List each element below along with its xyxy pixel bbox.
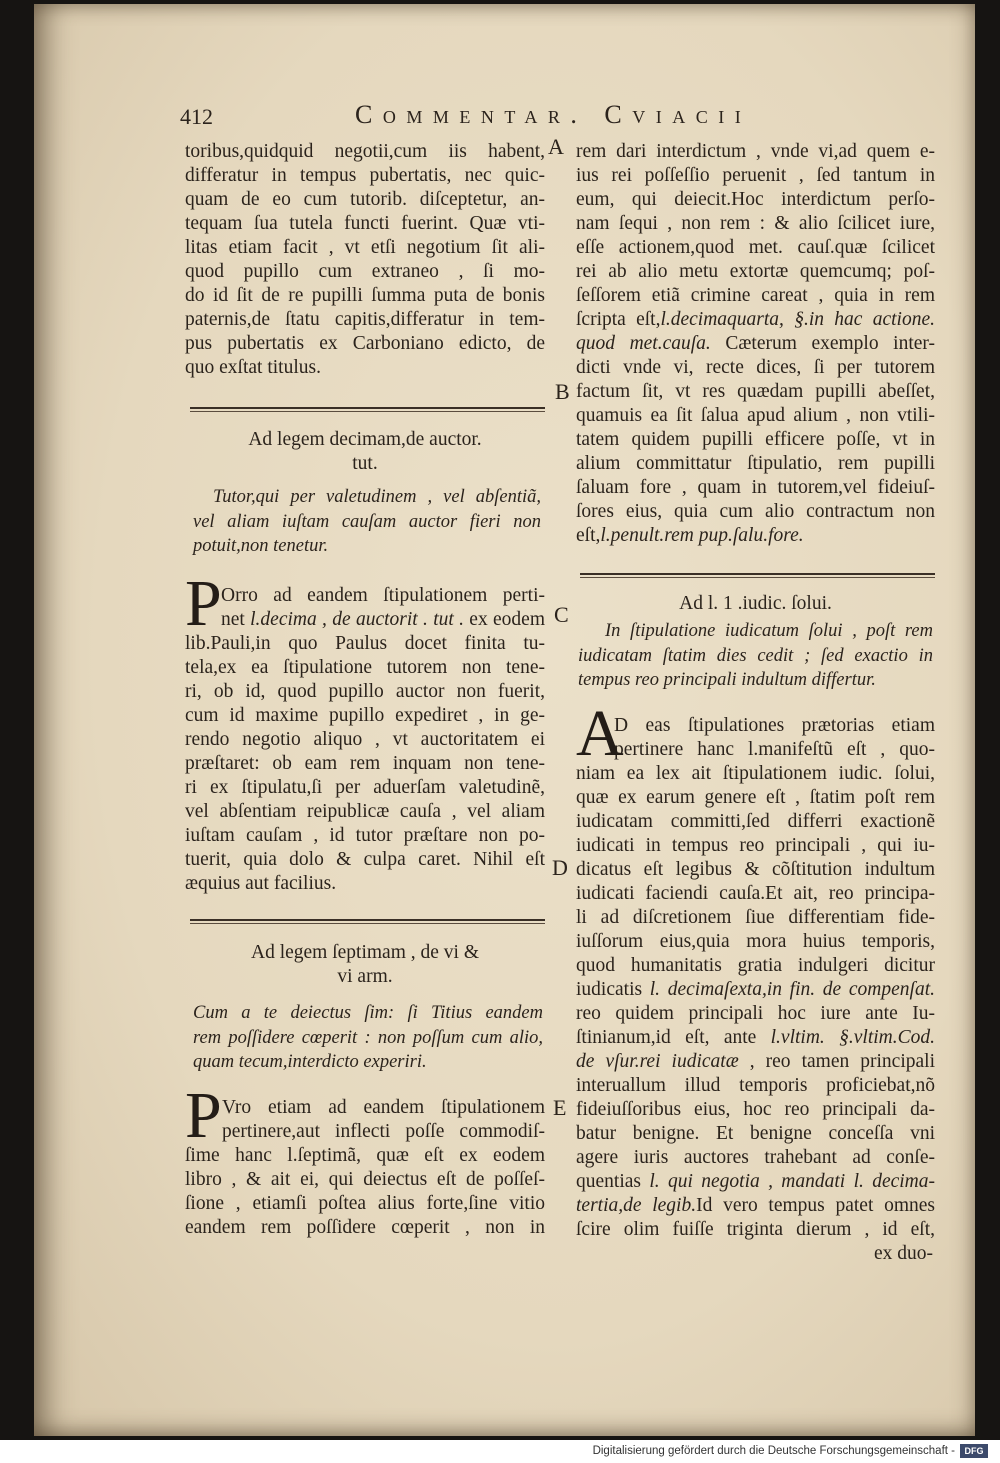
italic-citation: l.decimaquarta, §.in hac actione.: [660, 309, 935, 330]
paragraph: [185, 1079, 545, 1240]
text-line: [576, 404, 935, 428]
catchword: ex duo-: [873, 1243, 933, 1264]
text-span: rei ab alio metu extortæ quemcumq; poſ-: [576, 261, 935, 282]
text-line: [576, 140, 935, 164]
dfg-logo-icon: DFG: [960, 1444, 988, 1458]
text-line: [185, 584, 545, 608]
right-continuation-text: [576, 140, 935, 548]
text-span: li ad diſcretionem ſiue differentiam fide-: [576, 907, 935, 928]
text-span: eſſe actionem,quod met. cauſ.quæ ſcilicet: [576, 237, 935, 258]
text-line: [185, 656, 545, 680]
italic-citation: quod met.cauſa.: [576, 333, 711, 354]
text-line: [576, 738, 935, 762]
text-line: [185, 510, 545, 535]
text-span: iudicatis: [576, 979, 650, 1000]
text-span: quamuis ea ſit ſalua apud alium , non vtili-: [576, 405, 935, 426]
text-line: [185, 776, 545, 800]
drop-cap: P: [185, 567, 222, 640]
text-span: iudicati faciendi cauſa.Et ait, reo principa-: [576, 883, 935, 904]
text-line: [576, 1194, 935, 1218]
text-line: [576, 882, 935, 906]
text-line: [576, 1146, 935, 1170]
text-line: [185, 1026, 545, 1051]
text-span: ſeſſorem etiã crimine careat , quia in rem: [576, 285, 935, 306]
text-span: rendo negotio aliquo , vt auctoritatem ei: [185, 729, 545, 750]
section-heading: [185, 941, 545, 989]
text-span: Cum a te deiectus ſim: ſi Titius eandem: [193, 1003, 543, 1023]
text-line: [185, 164, 545, 188]
drop-cap: P: [185, 1079, 222, 1152]
text-line: [576, 1218, 935, 1242]
text-line: [576, 592, 935, 616]
text-span: Cæterum exemplo inter-: [710, 333, 936, 354]
text-span: iuſſorum eius,quia mora huius temporis,: [576, 931, 935, 952]
text-span: ri ex ſtipulatu,ſi per aduerſam valetudinẽ,: [185, 777, 545, 798]
text-line: [576, 164, 935, 188]
italic-citation: tertia,de legib.: [576, 1195, 697, 1216]
text-span: pertinere,aut inflecti poſſe commodiſ-: [222, 1121, 545, 1142]
text-span: pus pubertatis ex Carboniano edicto, de: [185, 333, 545, 354]
paragraph-body: [185, 1096, 545, 1240]
text-line: [185, 356, 545, 380]
margin-letter-e: E: [553, 1095, 567, 1120]
text-line: [576, 332, 935, 356]
text-line: [576, 1122, 935, 1146]
text-span: iuſtam cauſam , id tutor præſtare non po-: [185, 825, 545, 846]
paragraph: [185, 567, 545, 896]
text-line: [576, 954, 935, 978]
text-span: D eas ſtipulationes prætorias etiam: [614, 715, 935, 736]
text-span: nam ſequi , non rem : & alio ſcilicet iure,: [576, 213, 935, 234]
section-divider-rule: [580, 573, 935, 578]
text-span: iudicatam committi,ſed differri exactionẽ: [576, 811, 935, 832]
page-number: 412: [180, 104, 213, 129]
text-line: [576, 452, 935, 476]
margin-letter-c: C: [554, 602, 569, 627]
text-line: [185, 848, 545, 872]
text-line: [576, 834, 935, 858]
text-line: [576, 714, 935, 738]
text-span: dicti vnde vi, recte dices, ſi per tutorem: [576, 357, 935, 378]
text-line: [576, 356, 935, 380]
text-span: ſime hanc l.ſeptimã, quæ eſt ex eodem: [185, 1145, 545, 1166]
text-span: quam de eo cum tutorib. diſceptetur, an-: [185, 189, 545, 210]
section-summary: [576, 619, 935, 693]
paragraph-body: [185, 584, 545, 896]
text-line: [576, 786, 935, 810]
text-line: [576, 644, 935, 669]
section-heading: [576, 592, 935, 616]
text-span: pertinere hanc l.manifeſtũ eſt , quo-: [614, 739, 935, 760]
text-span: Tutor,qui per valetudinem , vel abſentiã,: [213, 487, 541, 507]
text-span: ſores eius, quia cum alio contractum non: [576, 501, 935, 522]
text-span: fideiuſſoribus eius, hoc reo principali da-: [576, 1099, 935, 1120]
text-line: [185, 1144, 545, 1168]
text-span: quam tecum,interdicto experiri.: [193, 1052, 427, 1072]
digitization-footer: [0, 1440, 1000, 1463]
italic-citation: l. qui negotia , mandati l. decima-: [649, 1171, 936, 1192]
text-span: litas etiam facit , vt etſi negotium ſit ali-: [185, 237, 545, 258]
text-line: [185, 728, 545, 752]
section-summary: [185, 485, 545, 559]
text-line: [185, 332, 545, 356]
text-span: vel abſentiam reipublicæ cauſa , vel aliam: [185, 801, 545, 822]
text-line: [576, 524, 935, 548]
text-span: quæ ex earum genere eſt , ſtatim poſt rem: [576, 787, 935, 808]
section-heading: [185, 428, 545, 476]
italic-citation: l.decima , de auctorit . tut .: [250, 609, 464, 630]
text-line: [185, 1216, 545, 1240]
text-span: batur benigne. Et benigne conceſſa vni: [576, 1123, 935, 1144]
text-line: [576, 810, 935, 834]
paragraph-body: [576, 714, 935, 1242]
footer-credit-text: Digitalisierung gefördert durch die Deutsche Forschungsgemeinschaft -: [592, 1445, 955, 1457]
text-line: [185, 752, 545, 776]
text-line: [185, 941, 545, 965]
text-line: [576, 906, 935, 930]
text-span: ius rei poſſeſſio peruenit , ſed tantum in: [576, 165, 935, 186]
margin-letter-d: D: [552, 855, 568, 880]
text-line: [576, 308, 935, 332]
section-summary: [185, 1001, 545, 1075]
text-line: [576, 500, 935, 524]
text-line: [185, 680, 545, 704]
text-line: [185, 308, 545, 332]
text-span: cum id maxime pupillo expediret , in ge-: [185, 705, 545, 726]
text-span: quod humanitatis gratia indulgeri dicitur: [576, 955, 935, 976]
italic-citation: l.penult.rem pup.ſalu.fore.: [600, 525, 804, 546]
text-span: ri, ob id, quod pupillo auctor non fuerit,: [185, 681, 545, 702]
margin-letter-a: A: [548, 134, 564, 159]
section-divider-rule: [190, 919, 545, 924]
text-line: [576, 668, 935, 693]
italic-citation: l.vltim. §.vltim.Cod.: [770, 1027, 936, 1048]
text-span: toribus,quidquid negotii,cum iis habent,: [185, 141, 545, 162]
text-span: Orro ad eandem ſtipulationem perti-: [221, 585, 545, 606]
text-line: [185, 534, 545, 559]
text-line: [185, 704, 545, 728]
text-line: [185, 140, 545, 164]
text-span: rem poſſidere cœperit : non poſſum cum alio,: [193, 1027, 543, 1048]
text-span: do id ſit de re pupilli ſumma puta de bonis: [185, 285, 545, 306]
text-span: eandem rem poſſidere cœperit , non in: [185, 1217, 545, 1238]
text-line: [185, 608, 545, 632]
text-line: [576, 1002, 935, 1026]
text-line: [576, 930, 935, 954]
text-line: [576, 476, 935, 500]
text-line: [576, 1026, 935, 1050]
text-span: paternis,de ſtatu capitis,differatur in tem-: [185, 309, 545, 330]
italic-citation: l. decimaſexta,in fin. de compenſat.: [649, 979, 935, 1000]
text-line: [576, 380, 935, 404]
text-span: interuallum illud temporis proficiebat,nõ: [576, 1075, 935, 1096]
text-span: tatem quidem pupilli efficere poſſe, vt in: [576, 429, 935, 450]
text-span: tequam ſua tutela functi fuerint. Quæ vti-: [185, 213, 545, 234]
text-line: [185, 965, 545, 989]
text-span: eſt,: [576, 525, 601, 546]
text-line: [185, 1001, 545, 1026]
text-line: [185, 1168, 545, 1192]
text-line: [576, 260, 935, 284]
section-divider-rule: [190, 407, 545, 412]
text-span: æquius aut facilius.: [185, 873, 337, 894]
text-line: [576, 1050, 935, 1074]
text-span: quo exſtat titulus.: [185, 357, 321, 378]
text-line: [576, 236, 935, 260]
text-line: [185, 260, 545, 284]
text-span: Ad legem decimam,de auctor.: [248, 429, 482, 450]
left-continuation-text: [185, 140, 545, 380]
text-span: quentias: [576, 1171, 650, 1192]
text-span: tempus reo principali indultum differtur.: [578, 670, 876, 690]
text-span: Ad l. 1 .iudic. ſolui.: [679, 593, 832, 614]
text-span: , reo tamen principali: [738, 1051, 935, 1072]
text-span: iudicatam ſtatim dies cedit ; ſed exactio in: [578, 645, 933, 666]
text-line: [576, 858, 935, 882]
text-span: tuerit, quia dolo & culpa caret. Nihil eſt: [185, 849, 545, 870]
text-line: [185, 284, 545, 308]
text-line: [185, 212, 545, 236]
drop-cap: A: [576, 697, 624, 770]
text-span: Id vero tempus patet omnes: [696, 1195, 935, 1216]
text-span: rem dari interdictum , vnde vi,ad quem e-: [576, 141, 935, 162]
text-line: [576, 212, 935, 236]
text-span: ex eodem: [463, 609, 545, 630]
text-span: eum, qui deiecit.Hoc interdictum perſo-: [576, 189, 935, 210]
text-line: [576, 428, 935, 452]
text-line: [185, 824, 545, 848]
text-line: [576, 1170, 935, 1194]
text-span: ſcire olim fuiſſe triginta dierum , id eſt,: [576, 1219, 935, 1240]
text-span: alium committatur ſtipulatio, rem pupilli: [576, 453, 935, 474]
text-line: [185, 452, 545, 476]
text-span: ſaluam fore , quam in tutorem,vel fideiuſ-: [576, 477, 935, 498]
text-span: ſtinianum,id eſt, ante: [576, 1027, 771, 1048]
text-span: dicatus eſt legibus & cõſtitution indultum: [576, 859, 935, 880]
text-span: reo quidem principali hoc iure ante Iu-: [576, 1003, 935, 1024]
text-line: [576, 1098, 935, 1122]
text-line: [185, 236, 545, 260]
text-span: ſione , etiamſi poſtea alius forte,ſine vitio: [185, 1193, 545, 1214]
text-line: [185, 428, 545, 452]
text-line: [576, 762, 935, 786]
text-line: [185, 1050, 545, 1075]
text-span: In ſtipulatione iudicatum ſolui , poſt rem: [605, 621, 933, 641]
text-span: iudicati in tempus reo principali , qui iu-: [576, 835, 935, 856]
text-line: [185, 800, 545, 824]
text-span: differatur in tempus pubertatis, nec quic-: [185, 165, 545, 186]
text-span: Ad legem ſeptimam , de vi &: [251, 942, 479, 963]
text-line: [185, 485, 545, 510]
text-line: [576, 619, 935, 644]
text-span: vel aliam iuſtam cauſam auctor fieri non: [193, 511, 541, 532]
text-span: Vro etiam ad eandem ſtipulationem: [222, 1097, 545, 1118]
text-line: [185, 188, 545, 212]
text-span: tela,ex ea ſtipulatione tutorem non tene-: [185, 657, 545, 678]
text-span: agere iuris auctores trahebant ad conſe-: [576, 1147, 935, 1168]
text-span: potuit,non tenetur.: [193, 536, 329, 556]
text-span: factum ſit, vt res quædam pupilli abeſſet,: [576, 381, 935, 402]
text-line: [185, 632, 545, 656]
italic-citation: de vſur.rei iudicatæ: [576, 1051, 739, 1072]
text-line: [576, 284, 935, 308]
text-line: [185, 1120, 545, 1144]
text-line: [576, 188, 935, 212]
text-span: lib.Pauli,in quo Paulus docet finita tu-: [185, 633, 545, 654]
text-line: [185, 872, 545, 896]
margin-letter-b: B: [555, 379, 570, 404]
text-span: quod pupillo cum extraneo , ſi mo-: [185, 261, 545, 282]
paragraph: [576, 697, 936, 1266]
running-title: Commentar. Cviacii: [355, 100, 752, 129]
text-line: [185, 1096, 545, 1120]
text-span: net: [221, 609, 251, 630]
text-span: vi arm.: [337, 966, 393, 987]
text-span: præſtaret: ob eam rem inquam non tene-: [185, 753, 545, 774]
text-span: niam ea lex ait ſtipulationem iudic. ſolui,: [576, 763, 935, 784]
text-line: [185, 1192, 545, 1216]
text-line: [576, 1074, 935, 1098]
text-line: [576, 978, 935, 1002]
text-span: tut.: [352, 453, 378, 474]
text-span: libro , & ait ei, qui deiectus eſt de poſſeſ-: [185, 1169, 545, 1190]
text-span: ſcripta eſt,: [576, 309, 661, 330]
